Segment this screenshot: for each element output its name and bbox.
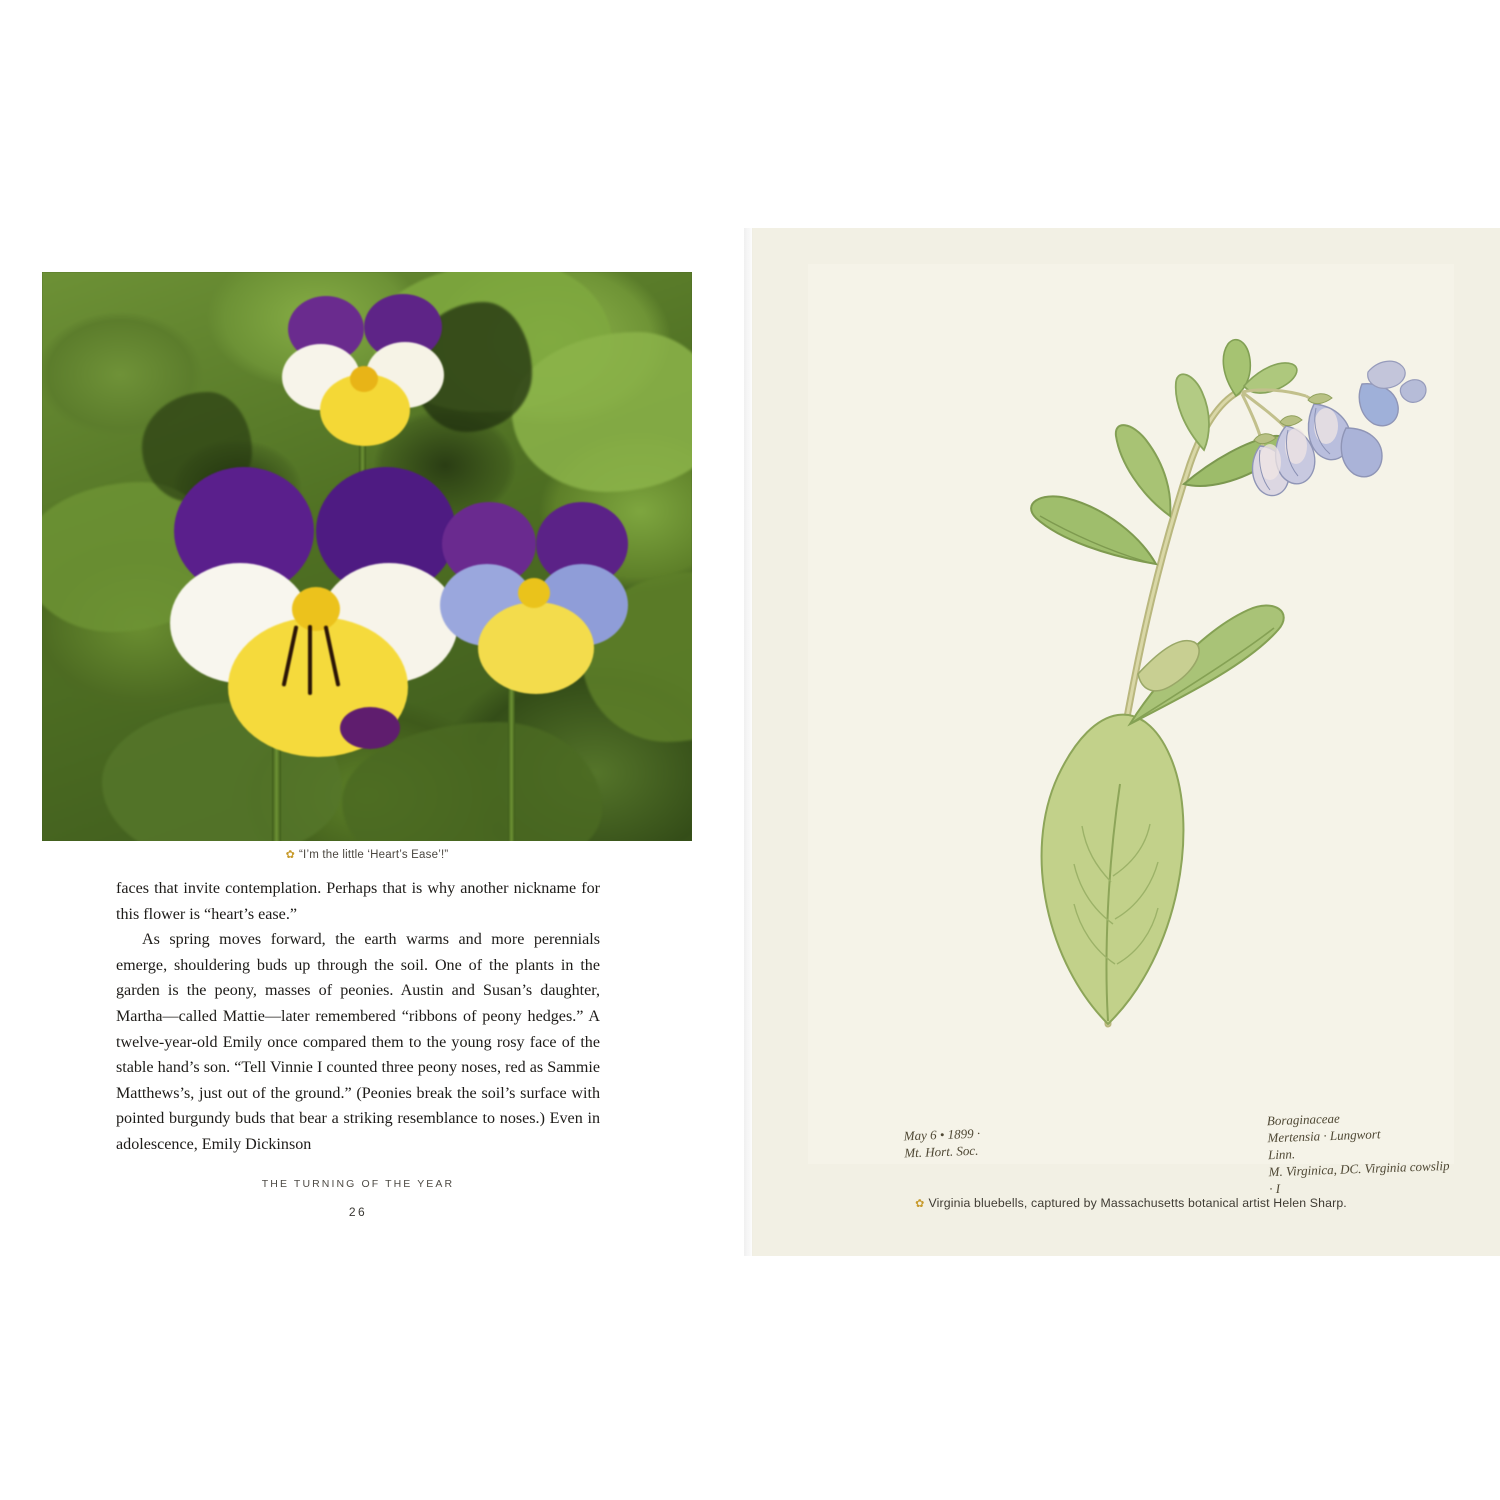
pansy-flower-main bbox=[170, 467, 460, 762]
caption-marker-icon: ✿ bbox=[915, 1198, 925, 1210]
pansy-flower-top bbox=[280, 292, 450, 452]
petal-blotch bbox=[340, 707, 400, 749]
petal-center bbox=[292, 587, 340, 631]
paragraph: As spring moves forward, the earth warms and more perennials emerge, shouldering buds up through the soil. One of the plants in the garden is the peony, masses of peonies. Austin and Susan’s daughter, Martha—called Mattie—later remembered “ribbons of peony hedges.” A twelve-year-old Emily once compared them to the young rosy face of the stable hand’s son. “Tell Vinnie I counted three peony noses, red as Sammie Matthews’s, just out of the ground.” (Peonies break the soil’s surface with pointed burgundy buds that bear a striking resemblance to noses.) Even in adolescence, Emily Dickinson bbox=[116, 931, 600, 1153]
caption-text: Virginia bluebells, captured by Massachusetts botanical artist Helen Sharp. bbox=[928, 1196, 1347, 1210]
plate-caption bbox=[808, 1196, 1454, 1210]
pansy-photograph bbox=[42, 272, 692, 841]
petal bbox=[478, 602, 594, 694]
page-number: 26 bbox=[348, 1205, 368, 1219]
left-page bbox=[0, 228, 748, 1256]
caption-marker-icon: ✿ bbox=[285, 849, 296, 861]
handwritten-date-note: May 6 • 1899 · Mt. Hort. Soc. bbox=[903, 1125, 981, 1161]
photo-caption bbox=[42, 848, 692, 861]
caption-text: “I’m the little ‘Heart’s Ease’!” bbox=[299, 849, 449, 861]
handwritten-species-note: Boraginaceae Mertensia · Lungwort Linn. M. Virginica, DC. Virginia cowslip · I bbox=[1266, 1110, 1450, 1197]
botanical-plate bbox=[808, 264, 1454, 1197]
body-text bbox=[116, 876, 600, 1158]
running-foot: THE TURNING OF THE YEAR bbox=[261, 1178, 455, 1190]
right-page bbox=[752, 228, 1500, 1256]
petal-center bbox=[350, 366, 378, 392]
pansy-flower-right bbox=[440, 502, 630, 697]
petal-whisker bbox=[308, 625, 312, 695]
paragraph: faces that invite contemplation. Perhaps that is why another nickname for this flower is “heart’s ease.” bbox=[116, 880, 600, 923]
petal-center bbox=[518, 578, 550, 608]
virginia-bluebells-illustration bbox=[808, 264, 1454, 1164]
